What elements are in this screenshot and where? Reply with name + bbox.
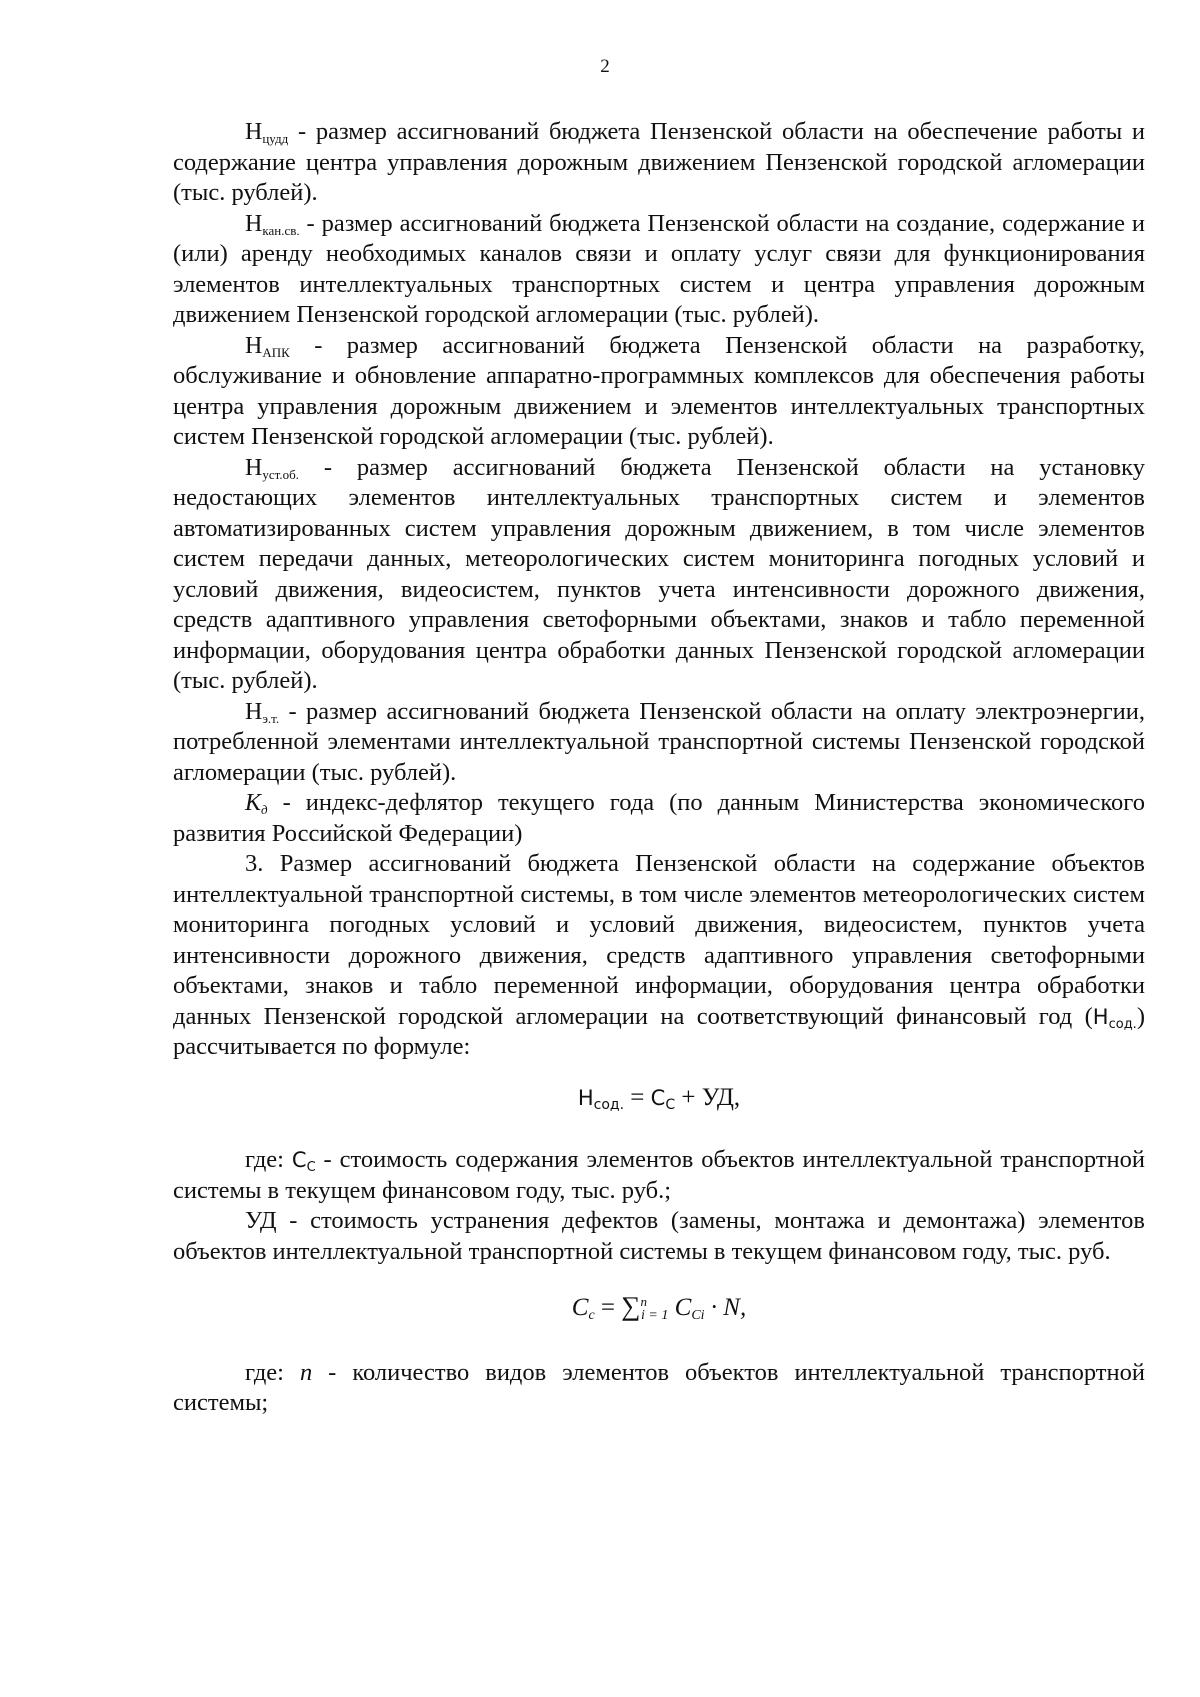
variable-symbol: $Н_{цудд}$ (245, 119, 289, 146)
definition-paragraph (173, 331, 1145, 453)
formula-cost: $C_c = \sum^n_{i = 1}$ $C_{Ci} \cdot N$, (571, 1291, 747, 1323)
definition-paragraph (173, 453, 1145, 697)
document-body (173, 117, 1145, 1419)
explanation-text: - стоимость содержания элементов объектов интеллектуальной транспортной системы в текущем финансовом году, тыс. руб.; (173, 1146, 1146, 1204)
explanation-paragraph: где: n - количество видов элементов объектов интеллектуальной транспортной системы; (173, 1358, 1145, 1416)
section-3-text-end: рассчитывается по формуле: (173, 1033, 471, 1060)
definition-paragraph (173, 788, 1145, 849)
definition-text: - размер ассигнований бюджета Пензенской области на создание, содержание и (или) аренду необходимых каналов связи и оплату услуг связи для функционирования элементов интеллектуальных транспортных систем и центра управления дорожным движением Пензенской городской агломерации (тыс. рублей). (173, 209, 1145, 328)
variable-symbol: $С_С$ (291, 1148, 316, 1175)
explanation-text: - стоимость устранения дефектов (замены, монтажа и демонтажа) элементов объектов интеллектуальной транспортной системы в текущем финансовом году, тыс. руб. (173, 1207, 1145, 1265)
variable-symbol: $Н_{кан.св.}$ (245, 210, 300, 238)
variable-symbol: $Н_{уст.об.}$ (245, 454, 299, 482)
variable-symbol: $Н_{э.т.}$ (245, 698, 280, 726)
section-3-paragraph: 3. Размер ассигнований бюджета Пензенской области на содержание объектов интеллектуальной транспортной системы, в том числе элементов метеорологических систем мониторинга погодных условий и условий движения, видеосистем, пунктов учета интенсивности дорожного движения, средств адаптивного управления светофорными объектами, знаков и табло переменной информации, оборудования центра обработки данных Пензенской городской агломерации на соответствующий финансовый год $(Н_{сод.})$ рассчитывается по формуле: (173, 850, 1145, 1060)
definition-text: - размер ассигнований бюджета Пензенской области на установку недостающих элементов интеллектуальных транспортных систем и элементов автоматизированных систем управления дорожным движением, в том числе элементов систем передачи данных, метеорологических систем мониторинга погодных условий и условий движения, видеосистем, пунктов учета интенсивности дорожного движения, средств адаптивного управления светофорными объектами, знаков и табло переменной информации, оборудования центра обработки данных Пензенской городской агломерации (тыс. рублей). (173, 453, 1145, 694)
explanation-text: - количество видов элементов объектов интеллектуальной транспортной системы; (173, 1358, 1145, 1416)
variable-symbol: УД (245, 1207, 277, 1234)
explanation-paragraph (173, 1206, 1145, 1267)
definition-text: - индекс-дефлятор текущего года (по данным Министерства экономического развития Российской Федерации) (173, 789, 1145, 847)
page-number: 2 (600, 56, 610, 77)
variable-symbol: $Н_{сод.}$ (1092, 1004, 1137, 1032)
definition-text: - размер ассигнований бюджета Пензенской области на разработку, обслуживание и обновление аппаратно-программных комплексов для обеспечения работы центра управления дорожным движением и элементов интеллектуальных транспортных систем Пензенской городской агломерации (тыс. рублей). (173, 331, 1145, 450)
explanation-paragraph: где: $С_С$ - стоимость содержания элементов объектов интеллектуальной транспортной системы в текущем финансовом году, тыс. руб.; (173, 1146, 1146, 1204)
definition-text: - размер ассигнований бюджета Пензенской области на оплату электроэнергии, потребленной элементами интеллектуальной транспортной системы Пензенской городской агломерации (тыс. рублей). (173, 697, 1145, 786)
definition-paragraph (173, 117, 1145, 209)
section-3-text: 3. Размер ассигнований бюджета Пензенской области на содержание объектов интеллектуальной транспортной системы, в том числе элементов метеорологических систем мониторинга погодных условий и условий движения, видеосистем, пунктов учета интенсивности дорожного движения, средств адаптивного управления светофорными объектами, знаков и табло переменной информации, оборудования центра обработки данных Пензенской городской агломерации на соответствующий финансовый год ( (173, 850, 1145, 1030)
definition-paragraph (173, 209, 1145, 331)
variable-symbol: $K_д$ (245, 790, 268, 817)
definition-paragraph (173, 697, 1145, 789)
variable-symbol: n (299, 1358, 313, 1386)
variable-symbol: $Н_{АПК}$ (245, 332, 290, 360)
formula-total: $Н_{сод.} = С_С$ + УД, (577, 1083, 741, 1113)
definition-text: - размер ассигнований бюджета Пензенской области на обеспечение работы и содержание центра управления дорожным движением Пензенской городской агломерации (тыс. рублей). (173, 118, 1145, 206)
